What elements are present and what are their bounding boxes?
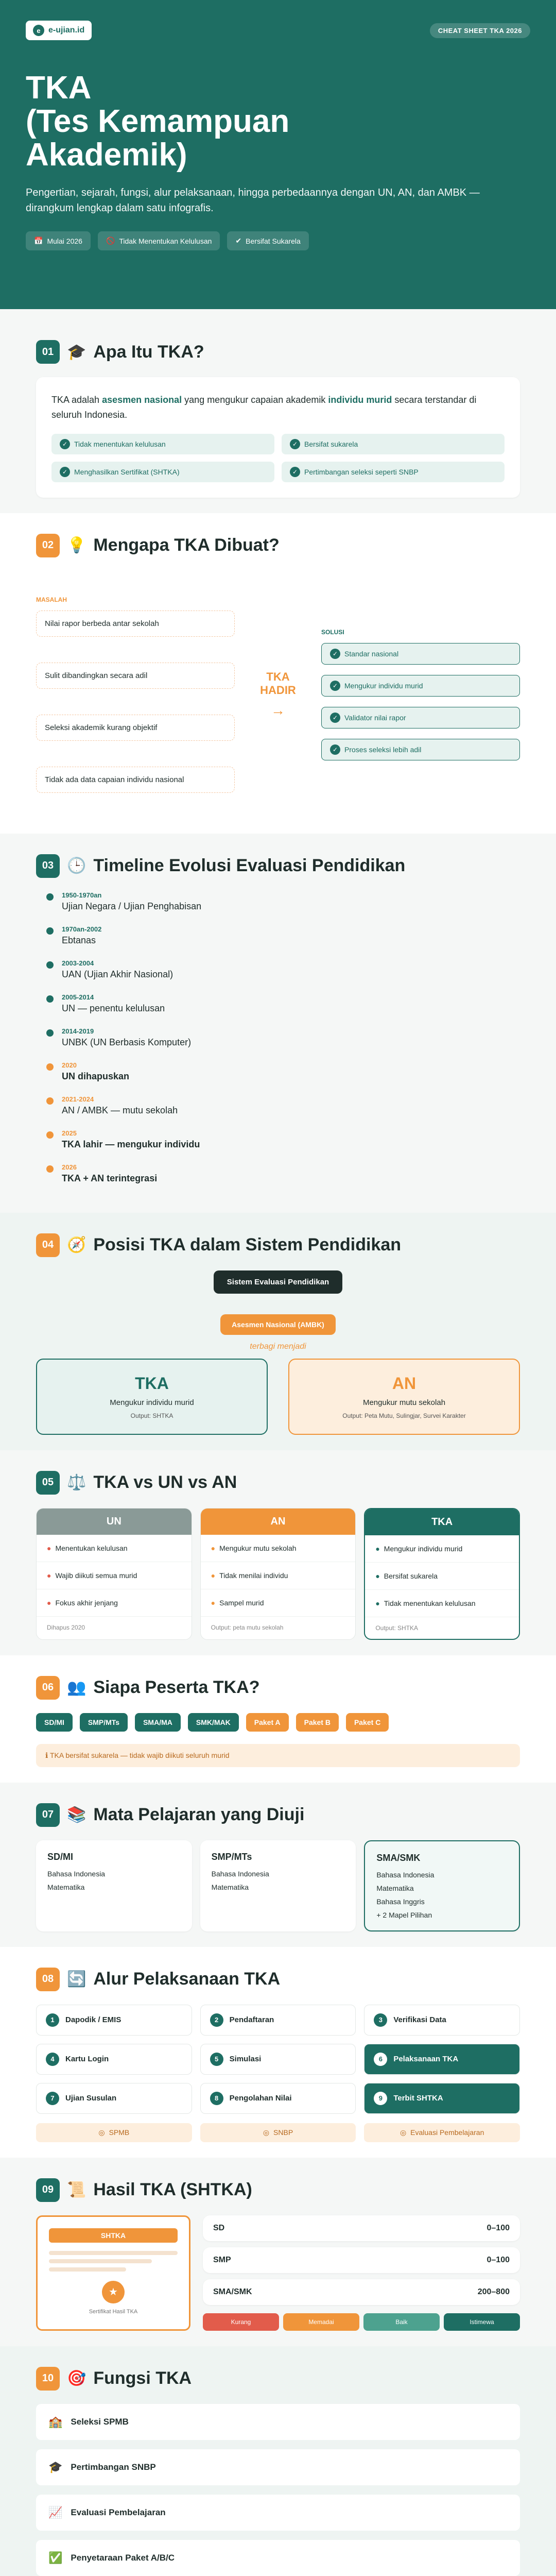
timeline-item: 2025 TKA lahir — mengukur individu [46, 1129, 520, 1150]
problem-item: Seleksi akademik kurang objektif [36, 715, 235, 741]
block-icon: 🚫 [106, 236, 115, 245]
target-icon: ◎ [399, 2128, 407, 2137]
function-item: 🏫 Seleksi SPMB [36, 2404, 520, 2440]
definition-card [36, 377, 520, 498]
mid-node: Asesmen Nasional (AMBK) [220, 1314, 336, 1335]
section-posisi [0, 1213, 556, 1450]
section-title: Hasil TKA (SHTKA) [93, 2180, 252, 2200]
split-label: terbagi menjadi [250, 1342, 306, 1351]
solution-item: ✓ Standar nasional [321, 643, 520, 665]
section-number: 09 [36, 2178, 60, 2202]
arrow-right-icon: → [271, 702, 285, 718]
section-number: 03 [36, 854, 60, 878]
section-title: Mata Pelajaran yang Diuji [93, 1805, 305, 1825]
function-item: 🎓 Pertimbangan SNBP [36, 2449, 520, 2485]
category-chip: Memadai [283, 2313, 359, 2331]
an-column: AN ● Mengukur mutu sekolah ● Tidak menilai individu ● Sampel murid Output: peta mutu sekolah [200, 1508, 356, 1640]
check-icon: ✓ [330, 744, 340, 755]
section-number: 05 [36, 1471, 60, 1495]
flow-step: 1 Dapodik / EMIS [36, 2005, 192, 2036]
participant-chip: SD/MI [36, 1713, 73, 1732]
flow-step: 9 Terbit SHTKA [364, 2083, 520, 2114]
section-title: Apa Itu TKA? [93, 342, 204, 362]
timeline-item: 2003-2004 UAN (Ujian Akhir Nasional) [46, 959, 520, 980]
flow-step: 2 Pendaftaran [200, 2005, 356, 2036]
participant-chip: Paket B [296, 1713, 339, 1732]
root-node: Sistem Evaluasi Pendidikan [214, 1270, 342, 1294]
use-chip: ◎ Evaluasi Pembelajaran [364, 2123, 520, 2142]
section-title: Fungsi TKA [93, 2368, 192, 2388]
tag-sukarela: ✔ Bersifat Sukarela [227, 231, 308, 250]
participant-chip: Paket C [346, 1713, 389, 1732]
page-title: TKA (Tes Kemampuan Akademik) [26, 70, 290, 173]
target-icon: ◎ [263, 2128, 270, 2137]
timeline-item: 2005-2014 UN — penentu kelulusan [46, 993, 520, 1014]
category-chip: Kurang [203, 2313, 279, 2331]
subject-column-sd: SD/MI Bahasa Indonesia Matematika [36, 1840, 192, 1931]
books-icon: 📚 [67, 1806, 86, 1824]
section-number: 07 [36, 1803, 60, 1827]
un-column: UN ● Menentukan kelulusan ● Wajib diikuti semua murid ● Fokus akhir jenjang Dihapus 2020 [36, 1508, 192, 1640]
target-icon: ◎ [98, 2128, 105, 2137]
page-subtitle: Pengertian, sejarah, fungsi, alur pelaksanaan, hingga perbedaannya dengan UN, AN, dan AMBK — dirangkum lengkap dalam satu infografis. [26, 187, 480, 214]
section-title: Timeline Evolusi Evaluasi Pendidikan [93, 856, 406, 876]
section-mapel [0, 1783, 556, 1947]
check-icon: ✓ [330, 681, 340, 691]
participant-chip: SMA/MA [135, 1713, 181, 1732]
section-vs [0, 1450, 556, 1655]
section-title: Mengapa TKA Dibuat? [93, 535, 280, 555]
lightbulb-icon: 💡 [67, 537, 86, 554]
section-hasil [0, 2158, 556, 2346]
compass-icon: 🧭 [67, 1236, 86, 1254]
target-icon: 🎯 [67, 2370, 86, 2387]
timeline-item: 2021-2024 AN / AMBK — mutu sekolah [46, 1095, 520, 1116]
brand-name: e-ujian.id [48, 26, 85, 35]
tka-node: TKA Mengukur individu murid Output: SHTKA [36, 1359, 268, 1435]
section-apa-itu [0, 309, 556, 513]
point-item: ✓ Menghasilkan Sertifikat (SHTKA) [51, 462, 274, 482]
scale-row: SMA/SMK 200–800 [203, 2279, 520, 2305]
category-chip: Istimewa [444, 2313, 520, 2331]
check-icon: ✓ [60, 467, 70, 477]
participant-chip: SMP/MTs [80, 1713, 128, 1732]
point-item: ✓ Pertimbangan seleksi seperti SNBP [282, 462, 505, 482]
timeline-item: 1950-1970an Ujian Negara / Ujian Penghabisan [46, 891, 520, 912]
check-icon: ✓ [330, 649, 340, 659]
section-timeline [0, 834, 556, 1213]
check-icon: ✓ [60, 439, 70, 449]
clock-icon: 🕒 [67, 857, 86, 875]
definition-text: TKA adalah asesmen nasional yang mengukur capaian akademik individu murid secara terstandar di seluruh Indonesia. [51, 395, 477, 420]
solution-item: ✓ Validator nilai rapor [321, 707, 520, 728]
tag-kelulusan: 🚫 Tidak Menentukan Kelulusan [98, 231, 220, 250]
solution-item: ✓ Mengukur individu murid [321, 675, 520, 697]
participant-chip: Paket A [246, 1713, 289, 1732]
timeline [36, 891, 520, 1184]
section-number: 02 [36, 534, 60, 557]
tka-hadir-center: TKA HADIR → [247, 670, 309, 719]
point-item: ✓ Bersifat sukarela [282, 434, 505, 454]
category-chip: Baik [363, 2313, 440, 2331]
use-chip: ◎ SNBP [200, 2123, 356, 2142]
section-peserta [0, 1655, 556, 1783]
problem-item: Sulit dibandingkan secara adil [36, 663, 235, 689]
tka-column: TKA ● Mengukur individu murid ● Bersifat sukarela ● Tidak menentukan kelulusan Output: SHTKA [364, 1508, 520, 1640]
subject-column-smp: SMP/MTs Bahasa Indonesia Matematika [200, 1840, 356, 1931]
function-item: ✅ Penyetaraan Paket A/B/C [36, 2540, 520, 2576]
scale-row: SD 0–100 [203, 2215, 520, 2241]
timeline-item: 2020 UN dihapuskan [46, 1061, 520, 1082]
check-icon: ✓ [290, 467, 300, 477]
people-icon: 👥 [67, 1679, 86, 1697]
flow-step: 6 Pelaksanaan TKA [364, 2044, 520, 2075]
section-title: Alur Pelaksanaan TKA [93, 1969, 281, 1989]
section-alur [0, 1947, 556, 2158]
hero-header [0, 0, 556, 309]
info-icon: ℹ [45, 1751, 48, 1759]
problem-label: MASALAH [36, 596, 67, 603]
check-icon: ✓ [290, 439, 300, 449]
function-item: 📈 Evaluasi Pembelajaran [36, 2495, 520, 2531]
section-number: 01 [36, 340, 60, 364]
brand-logo[interactable] [26, 21, 92, 40]
section-title: Posisi TKA dalam Sistem Pendidikan [93, 1235, 402, 1255]
an-node: AN Mengukur mutu sekolah Output: Peta Mutu, Sulingjar, Survei Karakter [288, 1359, 520, 1435]
use-chip: ◎ SPMB [36, 2123, 192, 2142]
check-icon: ✓ [330, 713, 340, 723]
section-fungsi [0, 2346, 556, 2576]
check-icon: ✔ [235, 236, 242, 245]
section-title: TKA vs UN vs AN [93, 1472, 237, 1493]
cycle-icon: 🔄 [67, 1971, 86, 1988]
tag-mulai: 📅 Mulai 2026 [26, 231, 91, 250]
calendar-icon: 📅 [34, 236, 43, 245]
timeline-item: 2026 TKA + AN terintegrasi [46, 1163, 520, 1184]
seal-icon: ★ [102, 2281, 125, 2303]
point-item: ✓ Tidak menentukan kelulusan [51, 434, 274, 454]
section-mengapa [0, 513, 556, 834]
check-box-icon: ✅ [48, 2551, 63, 2564]
section-number: 04 [36, 1233, 60, 1257]
school-icon: 🏫 [48, 2415, 63, 2428]
section-number: 06 [36, 1676, 60, 1700]
timeline-item: 2014-2019 UNBK (UN Berbasis Komputer) [46, 1027, 520, 1048]
logo-mark-icon: e [33, 25, 44, 36]
timeline-item: 1970an-2002 Ebtanas [46, 925, 520, 946]
graduation-cap-icon: 🎓 [48, 2460, 63, 2473]
flow-step: 8 Pengolahan Nilai [200, 2083, 356, 2114]
graduation-cap-icon: 🎓 [67, 343, 86, 361]
problem-item: Nilai rapor berbeda antar sekolah [36, 611, 235, 637]
section-number: 08 [36, 1968, 60, 1991]
cheatsheet-badge: CHEAT SHEET TKA 2026 [430, 23, 530, 38]
flow-step: 5 Simulasi [200, 2044, 356, 2075]
section-number: 10 [36, 2367, 60, 2391]
chart-up-icon: 📈 [48, 2505, 63, 2519]
flow-step: 3 Verifikasi Data [364, 2005, 520, 2036]
scale-icon: ⚖️ [67, 1474, 86, 1492]
participant-chip: SMK/MAK [188, 1713, 239, 1732]
flow-step: 7 Ujian Susulan [36, 2083, 192, 2114]
scroll-icon: 📜 [67, 2181, 86, 2199]
problem-item: Tidak ada data capaian individu nasional [36, 767, 235, 793]
solution-item: ✓ Proses seleksi lebih adil [321, 739, 520, 760]
flow-step: 4 Kartu Login [36, 2044, 192, 2075]
scale-row: SMP 0–100 [203, 2247, 520, 2273]
participant-note: ℹ TKA bersifat sukarela — tidak wajib diikuti seluruh murid [36, 1744, 520, 1767]
solution-label: SOLUSI [321, 628, 344, 636]
section-title: Siapa Peserta TKA? [93, 1677, 260, 1698]
certificate-card: SHTKA ★ Sertifikat Hasil TKA [36, 2215, 190, 2331]
subject-column-sma: SMA/SMK Bahasa Indonesia Matematika Bahasa Inggris + 2 Mapel Pilihan [364, 1840, 520, 1931]
